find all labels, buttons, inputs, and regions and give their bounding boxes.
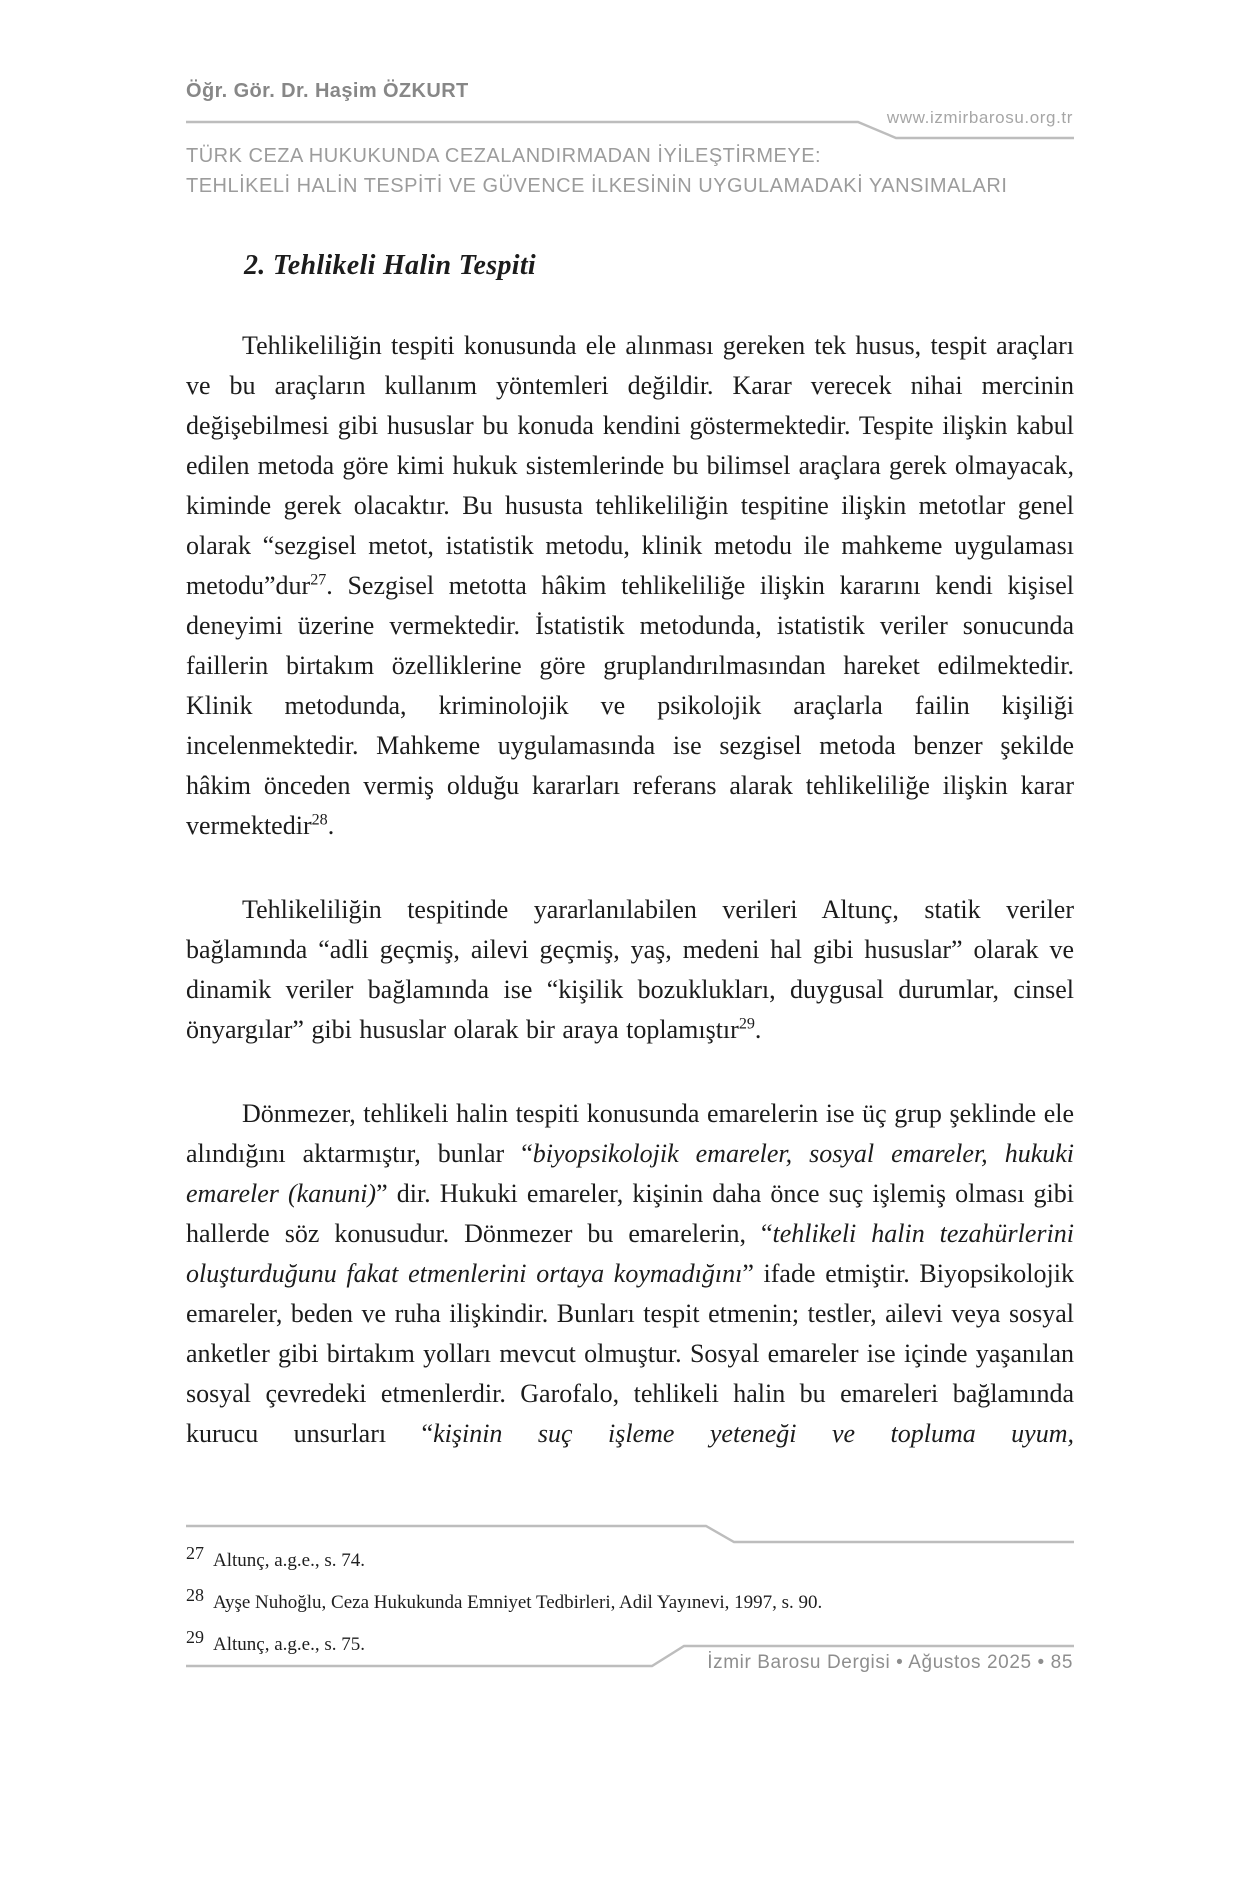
- article-title-line-1: TÜRK CEZA HUKUKUNDA CEZALANDIRMADAN İYİLEŞTİRMEYE:: [186, 145, 822, 167]
- journal-footer-text: İzmir Barosu Dergisi • Ağustos 2025 • 85: [707, 1652, 1073, 1673]
- body-paragraph: [186, 1094, 1074, 1454]
- footnote-number: 29: [186, 1627, 204, 1647]
- body-paragraph: [186, 890, 1074, 1050]
- text-run: biyopsikolojik emareler, sosyal emareler, hukuki emareler (kanuni): [186, 1139, 1074, 1208]
- footnote-text: Altunç, a.g.e., s. 74.: [213, 1550, 365, 1571]
- section-heading: 2. Tehlikeli Halin Tespiti: [244, 250, 536, 281]
- text-run: tehlikeli halin tezahürlerini oluşturduğunu fakat etmenlerini ortaya koymadığını: [186, 1219, 1074, 1288]
- footnote-separator-line: [186, 1518, 1074, 1546]
- text-run: . Sezgisel metotta hâkim tehlikeliliğe ilişkin kararını kendi kişisel deneyimi üzerine vermektedir. İstatistik metodunda, istatistik veriler sonucunda faillerin birtakım özelliklerine göre gruplandırılmasından hareket edilmektedir. Klinik metodunda, kriminolojik ve psikolojik araçlarla failin kişiliği incelenmektedir. Mahkeme uygulamasında ise sezgisel metoda benzer şekilde hâkim önceden vermiş olduğu kararları referans alarak tehlikeliliğe ilişkin karar vermektedir: [186, 571, 1074, 840]
- author-name: Öğr. Gör. Dr. Haşim ÖZKURT: [186, 80, 469, 102]
- article-body: [186, 250, 1074, 1518]
- footnote-text: Altunç, a.g.e., s. 75.: [213, 1634, 365, 1655]
- footnote-reference: 29: [738, 1015, 755, 1033]
- footnote-number: 28: [186, 1585, 204, 1605]
- text-run: ” dir. Hukuki emareler, kişinin daha önce suç işlemiş olması gibi hallerde söz konusudur. Dönmezer bu emarelerin, “: [186, 1179, 1074, 1248]
- article-title: [186, 141, 1126, 201]
- footnote-reference: 28: [311, 811, 328, 829]
- footnote: [186, 1543, 1074, 1573]
- text-run: .: [327, 811, 335, 840]
- website-url-text: www.izmirbarosu.org.tr: [886, 108, 1073, 127]
- text-run: ” ifade etmiştir. Biyopsikolojik emareler, beden ve ruha ilişkindir. Bunları tespit etmenin; testler, ailevi veya sosyal anketler gibi birtakım yolları mevcut olmuştur. Sosyal emareler ise içinde yaşanılan sosyal çevredeki etmenlerdir. Garofalo, tehlikeli halin bu emareleri bağlamında kurucu unsurları “: [186, 1259, 1074, 1448]
- body-paragraph: [186, 326, 1074, 846]
- text-run: Tehlikeliliğin tespiti konusunda ele alınması gereken tek husus, tespit araçları ve bu araçların kullanım yöntemleri değildir. Karar verecek nihai mercinin değişebilmesi gibi hususlar bu konuda kendini göstermektedir. Tespite ilişkin kabul edilen metoda göre kimi hukuk sistemlerinde bu bilimsel araçlara gerek olmayacak, kiminde gerek olacaktır. Bu hususta tehlikeliliğin tespitine ilişkin metotlar genel olarak “sezgisel metot, istatistik metodu, klinik metodu ile mahkeme uygulaması metodu”dur: [186, 331, 1074, 600]
- footnote-reference: 27: [310, 571, 327, 589]
- text-run: Dönmezer, tehlikeli halin tespiti konusunda emarelerin ise üç grup şeklinde ele alındığını aktarmıştır, bunlar “: [186, 1099, 1074, 1168]
- footnote-number: 27: [186, 1543, 204, 1563]
- text-run: .: [754, 1015, 762, 1044]
- footnote: [186, 1585, 1074, 1615]
- text-run: Tehlikeliliğin tespitinde yararlanılabilen verileri Altunç, statik veriler bağlamında “adli geçmiş, ailevi geçmiş, yaş, medeni hal gibi hususlar” olarak ve dinamik veriler bağlamında ise “kişilik bozuklukları, duygusal durumlar, cinsel önyargılar” gibi hususlar olarak bir araya toplamıştır: [186, 895, 1074, 1044]
- footnote-text: Ayşe Nuhoğlu, Ceza Hukukunda Emniyet Tedbirleri, Adil Yayınevi, 1997, s. 90.: [213, 1592, 823, 1613]
- text-run: kişinin suç işleme yeteneği ve topluma uyum,: [433, 1419, 1074, 1448]
- article-title-line-2: TEHLİKELİ HALİN TESPİTİ VE GÜVENCE İLKESİNİN UYGULAMADAKİ YANSIMALARI: [186, 175, 1008, 197]
